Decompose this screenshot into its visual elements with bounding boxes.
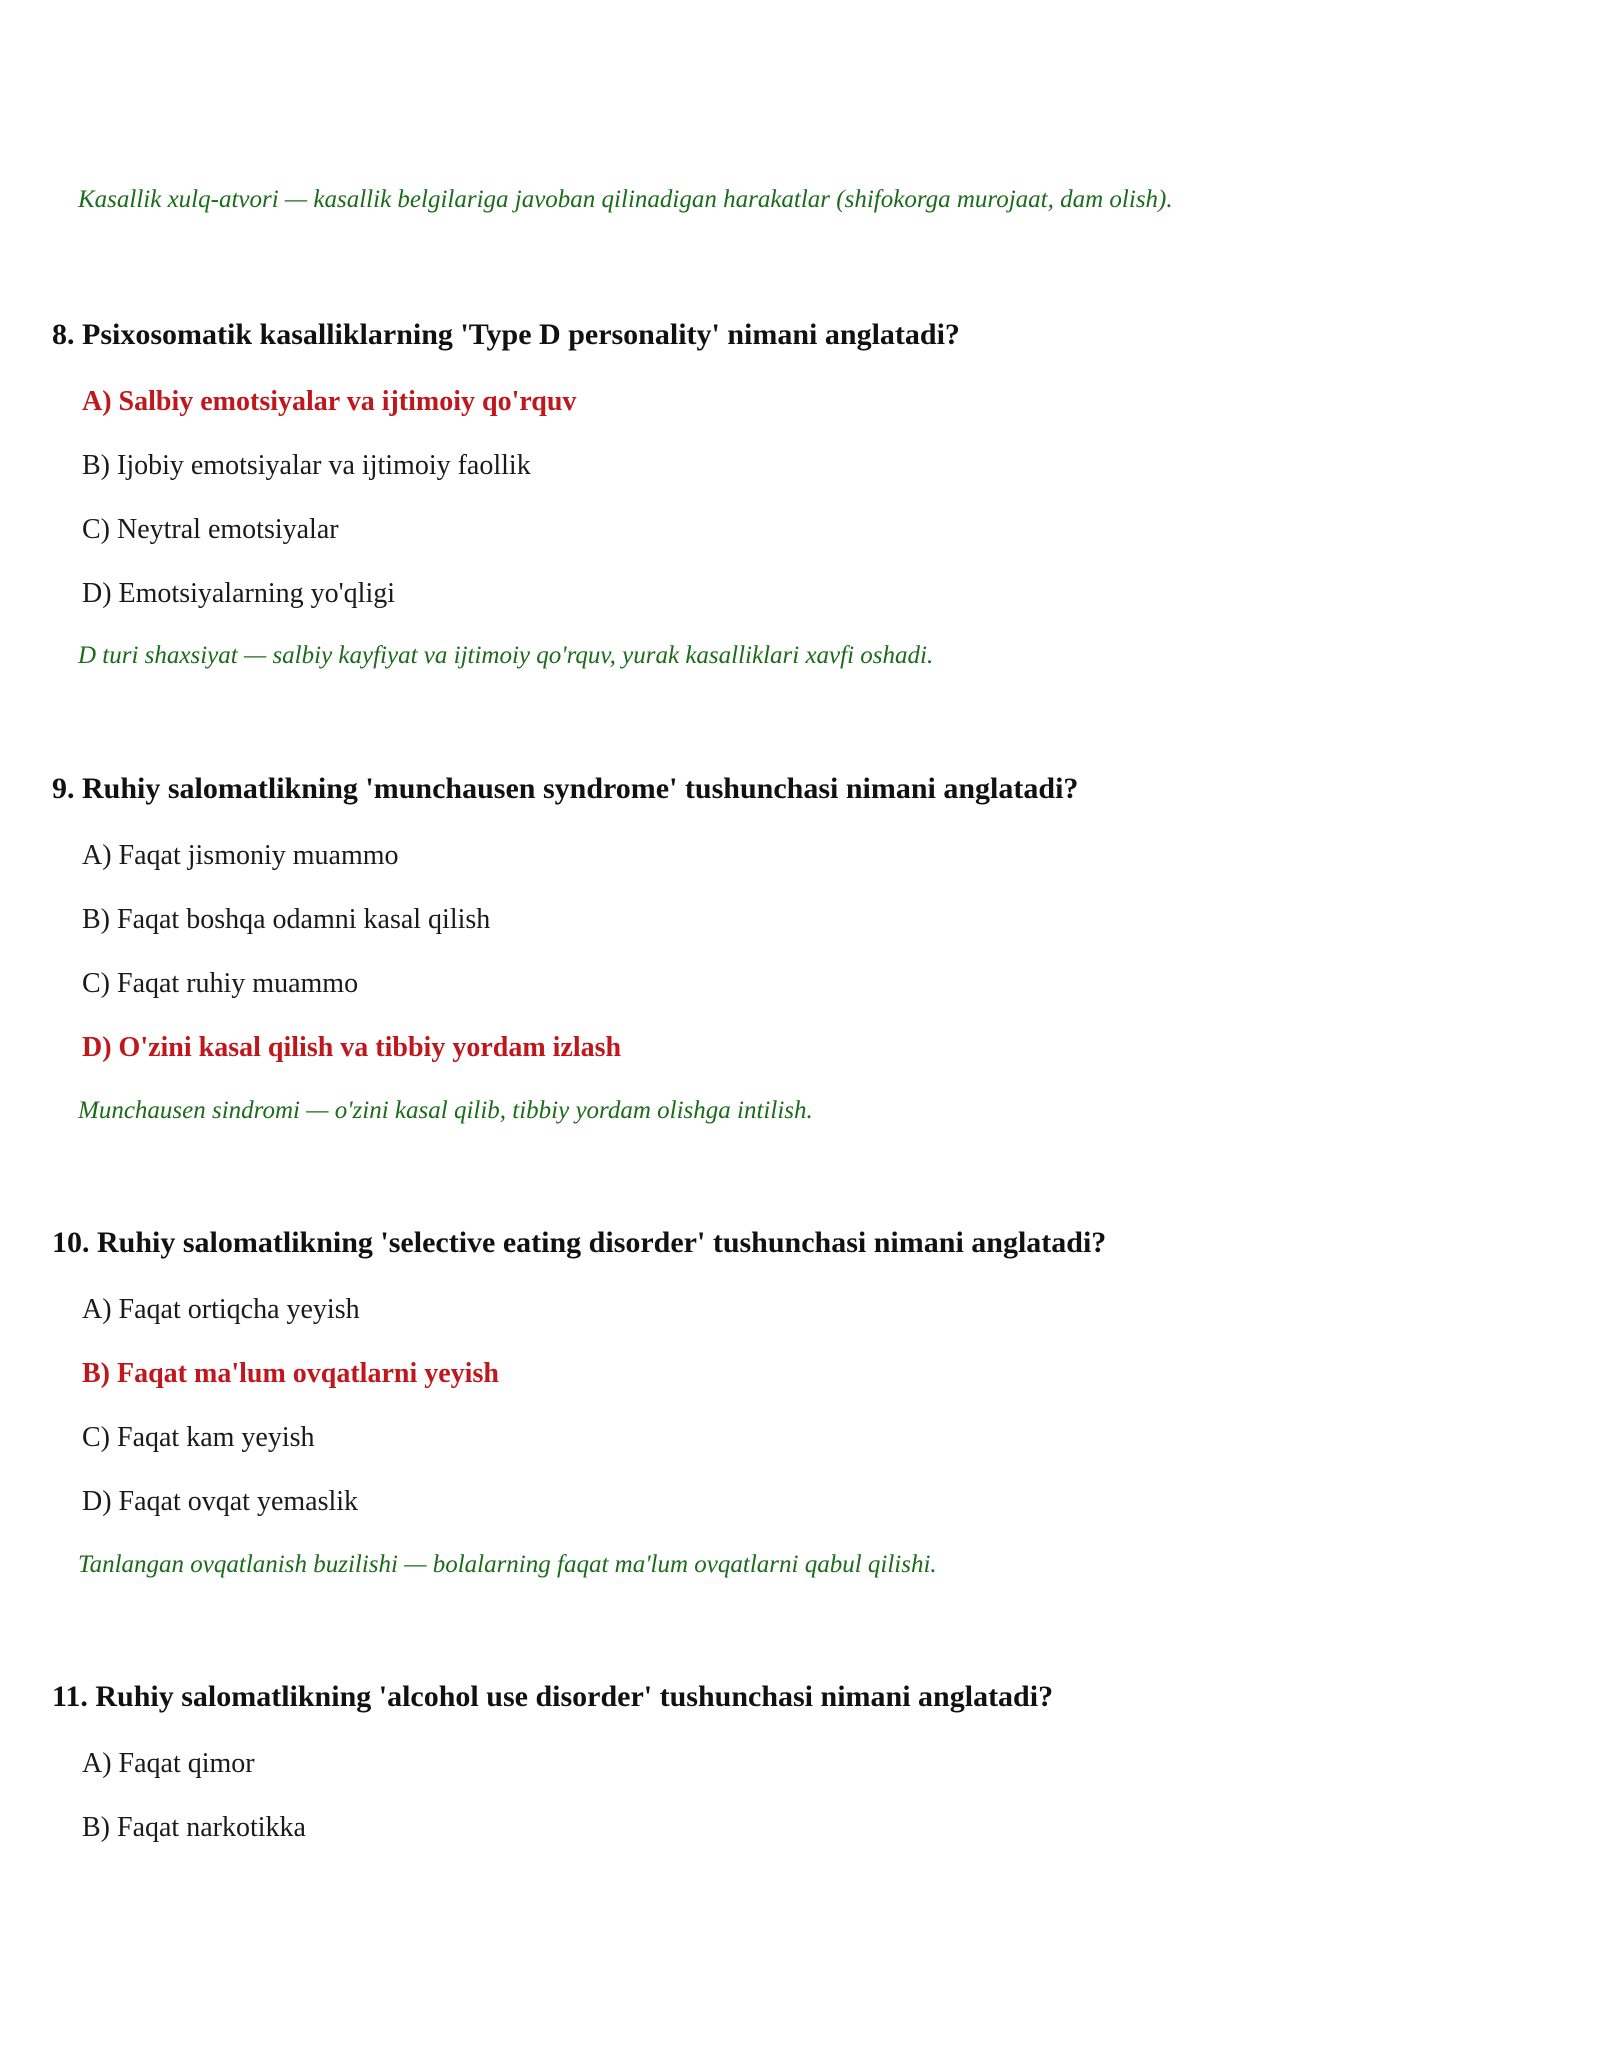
question-8-option-d: D) Emotsiyalarning yo'qligi [82, 578, 396, 609]
explanation-prev: Kasallik xulq-atvori — kasallik belgilariga javoban qilinadigan harakatlar (shifokorga murojaat, dam olish). [78, 186, 1173, 213]
question-11: 11. Ruhiy salomatlikning 'alcohol use disorder' tushunchasi nimani anglatadi? [52, 1680, 1054, 1713]
question-9-option-c: C) Faqat ruhiy muammo [82, 968, 359, 999]
question-11-option-a: A) Faqat qimor [82, 1748, 255, 1779]
question-8-option-b: B) Ijobiy emotsiyalar va ijtimoiy faollik [82, 450, 531, 481]
question-10: 10. Ruhiy salomatlikning 'selective eating disorder' tushunchasi nimani anglatadi? [52, 1226, 1107, 1259]
question-10-explanation: Tanlangan ovqatlanish buzilishi — bolalarning faqat ma'lum ovqatlarni qabul qilishi. [78, 1551, 937, 1578]
question-9-option-a: A) Faqat jismoniy muammo [82, 840, 399, 871]
question-10-option-a: A) Faqat ortiqcha yeyish [82, 1294, 360, 1325]
question-11-option-b: B) Faqat narkotikka [82, 1812, 306, 1843]
question-8-option-c: C) Neytral emotsiyalar [82, 514, 339, 545]
question-9-option-d: D) O'zini kasal qilish va tibbiy yordam izlash [82, 1032, 622, 1063]
question-9-explanation: Munchausen sindromi — o'zini kasal qilib, tibbiy yordam olishga intilish. [78, 1097, 813, 1124]
question-10-option-d: D) Faqat ovqat yemaslik [82, 1486, 359, 1517]
question-8-explanation: D turi shaxsiyat — salbiy kayfiyat va ijtimoiy qo'rquv, yurak kasalliklari xavfi oshadi. [78, 642, 934, 669]
question-9-option-b: B) Faqat boshqa odamni kasal qilish [82, 904, 491, 935]
question-8: 8. Psixosomatik kasalliklarning 'Type D personality' nimani anglatadi? [52, 318, 960, 351]
question-10-option-b: B) Faqat ma'lum ovqatlarni yeyish [82, 1358, 499, 1389]
question-9: 9. Ruhiy salomatlikning 'munchausen syndrome' tushunchasi nimani anglatadi? [52, 772, 1079, 805]
question-10-option-c: C) Faqat kam yeyish [82, 1422, 315, 1453]
question-8-option-a: A) Salbiy emotsiyalar va ijtimoiy qo'rquv [82, 386, 577, 417]
